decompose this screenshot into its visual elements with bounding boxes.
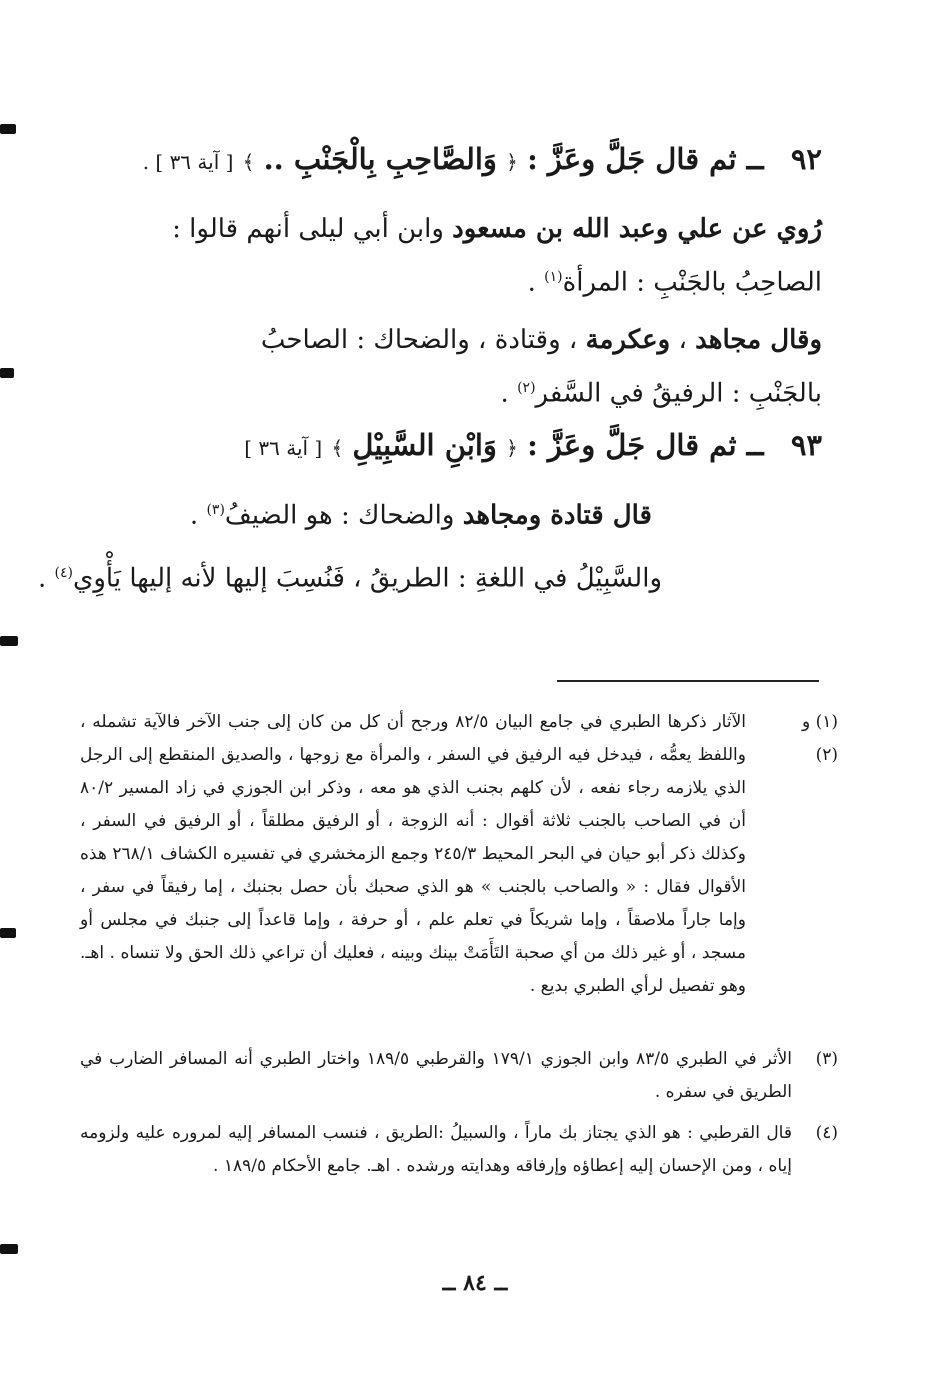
section-92-heading bbox=[143, 142, 822, 176]
scan-edge-mark bbox=[0, 368, 14, 378]
verse-reference: [ آية ٣٦ ] . bbox=[142, 150, 234, 174]
sentence-end: . bbox=[527, 267, 545, 298]
sentence-end: . bbox=[189, 500, 207, 531]
narrators-rest: والضحاك : هو الضيفُ bbox=[224, 500, 463, 531]
footnote-ref: (٢) bbox=[517, 380, 536, 396]
paragraph-1-line-1 bbox=[80, 205, 822, 253]
scan-edge-mark bbox=[0, 636, 18, 646]
footnote-separator bbox=[557, 680, 819, 682]
paragraph-1-line-2 bbox=[80, 253, 822, 307]
paragraph-4 bbox=[38, 549, 662, 603]
footnote-number: (٣) bbox=[815, 1049, 838, 1069]
narrator-bold: وقال مجاهد bbox=[695, 325, 822, 355]
scan-edge-mark bbox=[0, 124, 16, 134]
footnote-1-2 bbox=[80, 706, 838, 1003]
section-number: ٩٣ bbox=[790, 428, 822, 462]
footnote-3 bbox=[80, 1043, 838, 1109]
definition-text: الصاحِبُ بالجَنْبِ : المرأة bbox=[562, 267, 822, 298]
paragraph-2-line-1 bbox=[80, 316, 822, 364]
page-number: ــ ٨٤ ــ bbox=[442, 1270, 508, 1296]
scan-edge-mark bbox=[0, 928, 16, 938]
section-93-heading bbox=[244, 428, 822, 462]
footnote-text: الآثار ذكرها الطبري في جامع البيان ٨٢/٥ ورجح أن كل من كان إلى جنب الآخر فالآية تشمله ، واللفظ يعمُّه ، فيدخل فيه الرفيق في السفر ، والمرأة مع زوجها ، والصديق المنقطع إلى الرجل الذي يلازمه رجاء نفعه ، لأن كلهم بجنب الذي هو معه ، وذكر ابن الجوزي في زاد المسير ٨٠/٢ أن في الصاحب بالجنب ثلاثة أقوال : أنه الزوجة ، أو الرفيق مطلقاً ، أو الرفيق في السفر ، وكذلك ذكر أبو حيان في البحر المحيط ٢٤٥/٣ وجمع الزمخشري في تفسيره الكشاف ٢٦٨/١ هذه الأقوال فقال : « والصاحب بالجنب » هو الذي صحبك بأن حصل بجنبك ، إما رفيقاً في سفر ، وإما جاراً ملاصقاً ، وإما شريكاً في تعلم علم ، أو حرفة ، وإما قاعداً إلى جنبك في مجلس أو مسجد ، أو غير ذلك من أي صحبة التَأَمَتْ بينك وبينه ، فعليك أن تراعي ذلك الحق ولا تنساه . اهـ. وهو تفصيل لرأي الطبري بديع . bbox=[80, 712, 747, 996]
sentence-end: . bbox=[500, 378, 518, 409]
narrators-bold: رُوي عن علي وعبد الله بن مسعود bbox=[452, 214, 822, 244]
verse-text: وَالصَّاحِبِ بِالْجَنْبِ .. bbox=[263, 142, 497, 176]
narrators-rest: ، وقتادة ، والضحاك : الصاحبُ bbox=[260, 325, 586, 355]
definition-text: بالجَنْبِ : الرفيقُ في السَّفر bbox=[535, 378, 822, 409]
sentence-end: . bbox=[37, 563, 55, 594]
section-number: ٩٢ bbox=[790, 142, 822, 176]
footnote-ref: (٣) bbox=[206, 502, 225, 518]
narrators-rest: وابن أبي ليلى أنهم قالوا : bbox=[172, 214, 444, 244]
footnote-4 bbox=[80, 1117, 838, 1183]
verse-reference: [ آية ٣٦ ] bbox=[244, 436, 323, 460]
section-intro: ــ ثم قال جَلَّ وعَزَّ : bbox=[527, 428, 764, 462]
footnote-ref: (٤) bbox=[54, 565, 73, 581]
verse-text: وَابْنِ السَّبِيْلِ bbox=[352, 428, 497, 462]
verse-close-bracket: ﴾ bbox=[331, 436, 344, 460]
language-definition: والسَّبِيْلُ في اللغةِ : الطريقُ ، فَنُسِبَ إليها لأنه إليها يَأْوِي bbox=[72, 563, 662, 594]
footnote-number: (٤) bbox=[815, 1123, 838, 1143]
footnote-number: (١) و (٢) bbox=[801, 712, 838, 765]
narrators-bold: قال قتادة ومجاهد bbox=[462, 500, 652, 531]
verse-open-bracket: ﴿ bbox=[506, 436, 518, 460]
paragraph-2-line-2 bbox=[80, 364, 822, 418]
footnote-text: الأثر في الطبري ٨٣/٥ وابن الجوزي ١٧٩/١ والقرطبي ١٨٩/٥ واختار الطبري أنه المسافر الضارب في الطريق في سفره . bbox=[80, 1049, 792, 1102]
footnote-ref: (١) bbox=[544, 269, 563, 285]
paragraph-3 bbox=[190, 486, 652, 540]
verse-open-bracket: ﴿ bbox=[506, 150, 518, 174]
separator: ، bbox=[670, 325, 696, 355]
paragraph-2 bbox=[80, 316, 822, 418]
section-intro: ــ ثم قال جَلَّ وعَزَّ : bbox=[527, 142, 764, 176]
footnote-text: قال القرطبي : هو الذي يجتاز بك ماراً ، والسبيلُ :الطريق ، فنسب المسافر إليه لمروره عليه ولزومه إياه ، ومن الإحسان إليه إعطاؤه وإرفاقه وهدايته ورشده . اهـ. جامع الأحكام ١٨٩/٥ . bbox=[80, 1123, 792, 1176]
narrator-bold: وعكرمة bbox=[585, 325, 671, 355]
paragraph-1 bbox=[80, 205, 822, 307]
verse-close-bracket: ﴾ bbox=[242, 150, 255, 174]
scan-edge-mark bbox=[0, 1244, 18, 1254]
